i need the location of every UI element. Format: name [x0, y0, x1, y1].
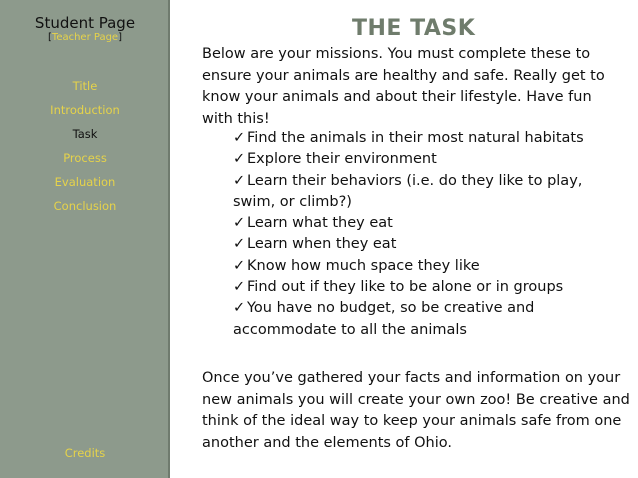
nav-item-task[interactable]: Task — [72, 127, 98, 141]
student-page-title: Student Page — [34, 14, 136, 32]
page-title: THE TASK — [352, 16, 476, 41]
teacher-page-line — [0, 32, 170, 44]
mission-list — [233, 128, 628, 341]
sidebar-nav — [0, 74, 170, 218]
mission-text: Learn when they eat — [247, 236, 397, 253]
closing-paragraph: Once you’ve gathered your facts and information on your new animals you will create your own zoo! Be creative and think of the ideal way to keep your animals safe from one another and the elements of Ohio. — [202, 370, 630, 451]
mission-text: Explore their environment — [247, 151, 437, 168]
sidebar-header — [0, 14, 170, 44]
nav-item-title[interactable]: Title — [72, 79, 98, 93]
intro-paragraph: Below are your missions. You must complete these to ensure your animals are healthy and safe. Really get to know your animals and about their lifestyle. Have fun with this! — [202, 46, 605, 127]
nav-item-conclusion[interactable]: Conclusion — [53, 199, 117, 213]
checkmark-icon: ✓ — [233, 279, 246, 296]
bracket-open: [ — [48, 32, 52, 43]
list-item — [233, 128, 628, 149]
checkmark-icon: ✓ — [233, 151, 246, 168]
nav-item-introduction[interactable]: Introduction — [50, 103, 120, 117]
nav-item-process[interactable]: Process — [63, 151, 107, 165]
credits-link[interactable]: Credits — [64, 446, 106, 460]
mission-text: You have no budget, so be creative and accommodate to all the animals — [233, 300, 535, 338]
nav-item-evaluation[interactable]: Evaluation — [54, 175, 116, 189]
mission-text: Learn what they eat — [247, 215, 393, 232]
list-item — [233, 149, 628, 170]
checkmark-icon: ✓ — [233, 300, 246, 317]
teacher-page-link[interactable]: Teacher Page — [51, 32, 119, 43]
checkmark-icon: ✓ — [233, 172, 246, 189]
list-item — [233, 234, 628, 255]
mission-text: Learn their behaviors (i.e. do they like to play, swim, or climb?) — [233, 172, 583, 210]
list-item — [233, 213, 628, 234]
checkmark-icon: ✓ — [233, 236, 246, 253]
mission-text: Know how much space they like — [247, 257, 480, 274]
list-item — [233, 277, 628, 298]
list-item — [233, 256, 628, 277]
checkmark-icon: ✓ — [233, 130, 246, 146]
bracket-close: ] — [118, 32, 122, 43]
list-item — [233, 171, 628, 214]
checkmark-icon: ✓ — [233, 257, 246, 274]
mission-text: Find the animals in their most natural habitats — [247, 130, 584, 146]
mission-text: Find out if they like to be alone or in groups — [247, 279, 564, 296]
sidebar — [0, 0, 170, 478]
checkmark-icon: ✓ — [233, 215, 246, 232]
list-item — [233, 298, 628, 341]
